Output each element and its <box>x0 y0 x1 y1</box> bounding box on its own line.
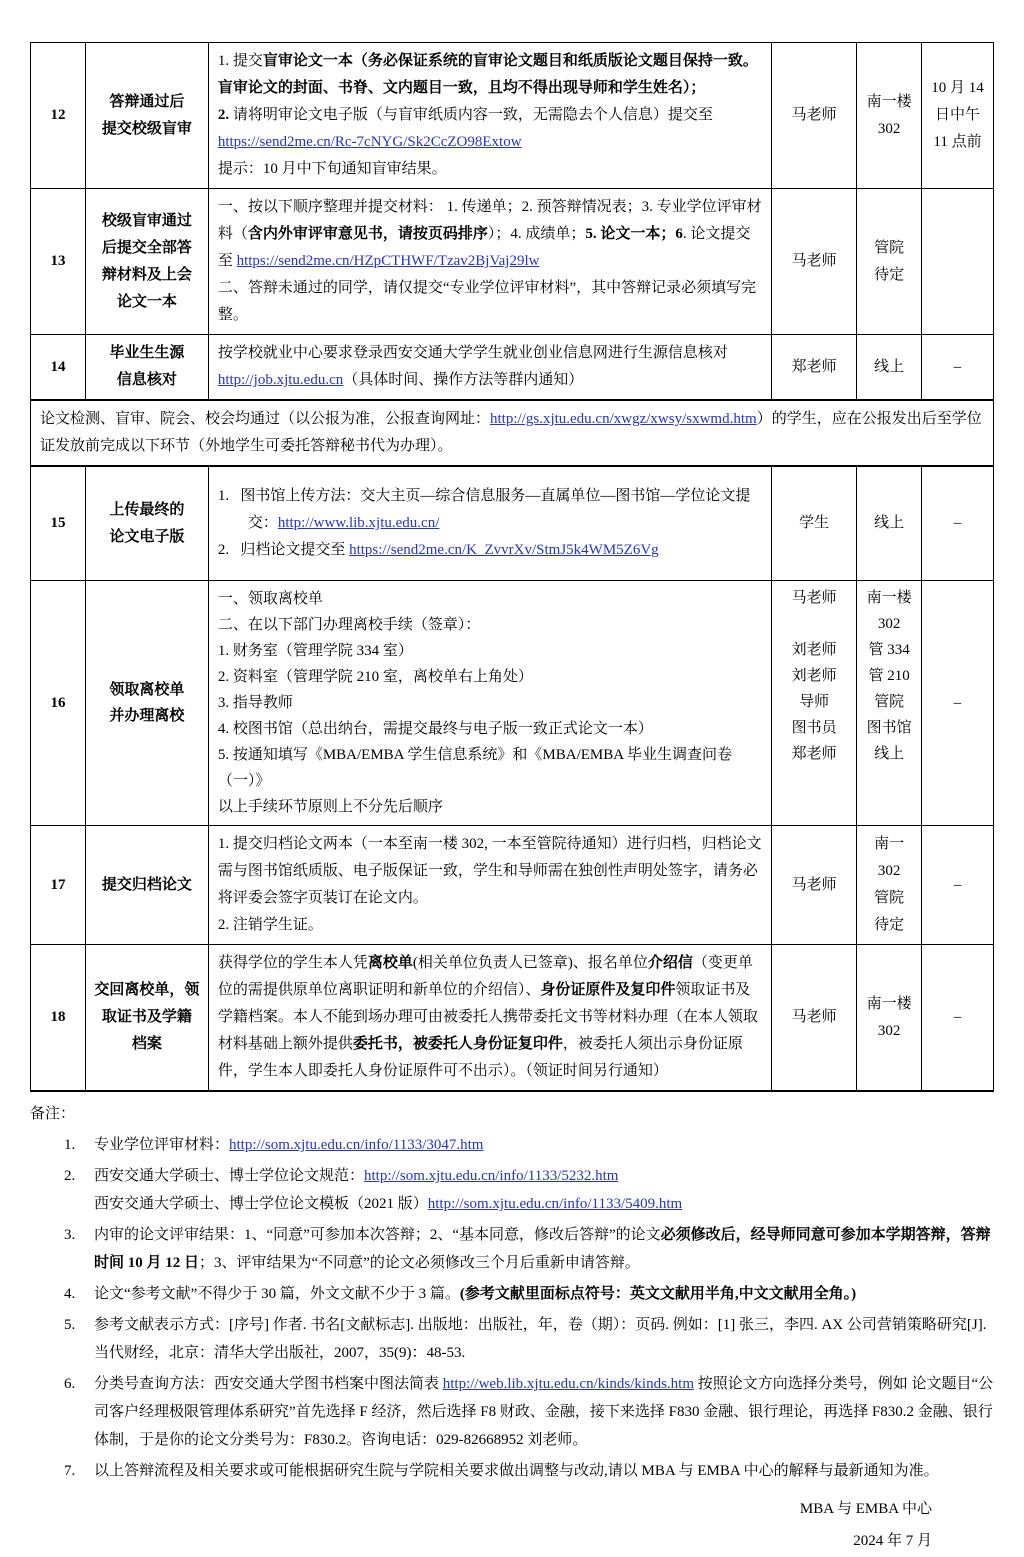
text-line: 论文一本 <box>116 293 177 310</box>
note-text <box>94 1221 994 1277</box>
table-row <box>31 467 994 581</box>
person-cell <box>772 945 857 1090</box>
text-segment: (参考文献里面标点符号：英文文献用半角,中文文献用全角。) <box>459 1286 857 1302</box>
place-cell <box>857 826 922 944</box>
hyperlink[interactable]: http://www.lib.xjtu.edu.cn/ <box>277 515 440 531</box>
text-segment: 提示：10 月中下旬通知盲审结果。 <box>217 161 447 177</box>
hyperlink[interactable]: http://som.xjtu.edu.cn/info/1133/5232.htm <box>364 1168 619 1184</box>
text-segment: 参考文献表示方式：[序号] 作者. 书名[文献标志]. 出版地：出版社，年，卷（期）：页码. 例如：[1] 张三，李四. AX 公司营销策略研究[J]. 当代财经，北京：清华大学出版社，2007，35(9)：48-53. <box>94 1317 987 1361</box>
text-line: 马老师 <box>791 876 837 893</box>
text-line <box>218 156 762 183</box>
text-segment: . 论文提交至 <box>217 226 751 269</box>
text-line <box>218 102 762 129</box>
text-segment: 1. 提交归档论文两本（一本至南一楼 302, 一本至管院待通知）进行归档，归档论文需与图书馆纸质版、电子版保证一致，学生和导师需在独创性声明处签字，请务必将评委会签字页装订在论文内。 <box>217 836 762 906</box>
text-line: 导师 <box>799 694 830 710</box>
row-number: 18 <box>31 945 86 1090</box>
notice-row <box>31 401 994 467</box>
text-line: 郑老师 <box>791 746 837 762</box>
note-item <box>30 1221 994 1277</box>
text-line <box>218 742 762 794</box>
text-segment: 1. 财务室（管理学院 334 室） <box>217 643 413 659</box>
text-line <box>218 48 762 102</box>
text-line: 马老师 <box>791 1009 837 1025</box>
text-line: – <box>953 1009 962 1025</box>
text-line <box>218 129 762 156</box>
note-number: 1. <box>64 1137 76 1153</box>
text-segment: 委托书，被委托人身份证复印件 <box>352 1036 563 1052</box>
text-line: 校级盲审通过 <box>101 212 192 229</box>
text-segment: ，被委托人须出示身份证原件，学生本人即委托人身份证原件可不出示）。（领证时间另行通知） <box>217 1036 743 1079</box>
text-line <box>218 275 762 329</box>
text-line: 后提交全部答 <box>101 239 192 256</box>
row-number: 16 <box>31 581 86 825</box>
row-number: 15 <box>31 467 86 580</box>
hyperlink[interactable]: http://som.xjtu.edu.cn/info/1133/3047.htm <box>229 1137 484 1153</box>
text-segment: 一、领取离校单 <box>217 591 323 607</box>
text-line: 领取离校单 <box>109 682 185 698</box>
note-item <box>30 1457 994 1485</box>
text-segment: ）的学生，应在公报发出后至学位证发放前完成以下环节（外地学生可委托答辩秘书代为办理）。 <box>40 411 982 454</box>
note-item <box>30 1131 994 1159</box>
text-line: 郑老师 <box>791 358 837 375</box>
text-segment: 1. 提交 <box>217 53 263 69</box>
text-segment: 离校单 <box>367 955 413 971</box>
text-line <box>218 690 762 716</box>
text-segment: （变更单位的需提供原单位离职证明和新单位的介绍信）、 <box>217 955 753 998</box>
text-line: 南一楼 <box>866 590 912 606</box>
note-text <box>94 1162 994 1218</box>
text-line: 信息核对 <box>116 372 177 388</box>
place-cell <box>857 189 922 334</box>
text-line: 南一楼 <box>866 93 912 110</box>
text-segment: 盲审论文一本（务必保证系统的盲审论文题目和纸质版论文题目保持一致。盲审论文的封面、书脊、文内题目一致，且均不得出现导师和学生姓名）； <box>217 53 758 96</box>
text-line: 取证书及学籍 <box>101 1009 192 1025</box>
text-line: 待定 <box>874 266 905 283</box>
text-line: 管院 <box>874 890 905 906</box>
footer <box>30 1493 994 1557</box>
step-content <box>209 43 772 188</box>
text-line: 马老师 <box>791 253 837 269</box>
person-cell <box>772 189 857 334</box>
text-segment: 获得学位的学生本人凭 <box>217 955 368 971</box>
time-cell <box>922 189 994 334</box>
text-segment: (相关单位负责人已签章)、报名单位 <box>412 955 648 971</box>
text-line <box>218 367 762 394</box>
text-line: 并办理离校 <box>109 708 185 724</box>
text-segment: 2. 资料室（管理学院 210 室，离校单右上角处） <box>217 669 533 685</box>
text-line: 302 <box>877 1022 901 1039</box>
hyperlink[interactable]: http://gs.xjtu.edu.cn/xwgz/xwsy/sxwmd.htm <box>490 411 757 427</box>
text-segment: 4. 校图书馆（总出纳台，需提交最终与电子版一致正式论文一本） <box>217 721 653 737</box>
text-segment: 1. 图书馆上传方法：交大主页—综合信息服务—直属单位—图书馆—学位论文提交： <box>217 488 751 531</box>
hyperlink[interactable]: http://som.xjtu.edu.cn/info/1133/5409.htm <box>427 1196 683 1212</box>
text-segment: 介绍信 <box>647 955 693 971</box>
note-text <box>94 1457 994 1485</box>
step-content <box>209 189 772 334</box>
person-cell <box>772 581 857 825</box>
text-line: 管院 <box>874 694 905 710</box>
text-segment: 5. 论文一本；6 <box>585 226 683 242</box>
text-line: 图书馆 <box>866 720 912 736</box>
text-line: – <box>953 695 962 711</box>
text-line <box>218 483 762 537</box>
text-segment: 必须修改后，经导师同意可参加本学期答辩，答辩时间 10 月 12 日 <box>94 1227 991 1271</box>
person-cell <box>772 335 857 399</box>
text-line: 刘老师 <box>791 668 837 684</box>
text-line: 答辩通过后 <box>109 93 185 110</box>
note-text <box>94 1280 994 1308</box>
person-cell <box>772 43 857 188</box>
text-line: 辩材料及上会 <box>101 266 192 283</box>
table-row <box>31 826 994 945</box>
text-line: 302 <box>877 120 901 137</box>
text-segment: 论文“参考文献”不得少于 30 篇，外文文献不少于 3 篇。 <box>94 1286 460 1302</box>
text-segment: 5. 按通知填写《MBA/EMBA 学生信息系统》和《MBA/EMBA 毕业生调查问卷（一）》 <box>217 747 733 789</box>
note-number: 7. <box>64 1463 76 1479</box>
hyperlink[interactable]: https://send2me.cn/HZpCTHWF/Tzav2BjVaj29lw <box>236 253 540 269</box>
table-row <box>31 335 994 401</box>
text-line: 刘老师 <box>791 642 837 658</box>
note-item <box>30 1370 994 1454</box>
text-line <box>812 611 816 637</box>
text-segment: ）；4. 成绩单； <box>487 226 586 242</box>
text-line: 线上 <box>874 515 905 531</box>
text-line <box>218 638 762 664</box>
text-line: 11 点前 <box>933 134 982 150</box>
text-line <box>40 406 984 460</box>
text-line <box>218 912 762 939</box>
row-number: 13 <box>31 189 86 334</box>
text-line <box>94 1280 994 1308</box>
text-line: 线上 <box>874 358 905 375</box>
text-line: 档案 <box>131 1036 162 1052</box>
table-row <box>31 43 994 189</box>
text-line <box>94 1221 994 1277</box>
text-segment: 请将明审论文电子版（与盲审纸质内容一致，无需隐去个人信息）提交至 <box>232 107 713 123</box>
text-line: 南一楼 <box>866 995 912 1012</box>
text-segment: 分类号查询方法：西安交通大学图书档案中图法简表 <box>94 1376 443 1392</box>
text-line <box>218 831 762 912</box>
note-text <box>94 1370 994 1454</box>
step-name <box>86 467 209 580</box>
table-row <box>31 189 994 335</box>
text-line: 302 <box>877 863 901 879</box>
text-line: 管 334 <box>868 642 910 658</box>
person-cell <box>772 826 857 944</box>
text-line <box>94 1457 994 1485</box>
text-segment: 2. 归档论文提交至 <box>217 542 350 558</box>
note-number: 4. <box>64 1286 76 1302</box>
text-segment: 身份证原件及复印件 <box>540 982 676 998</box>
place-cell <box>857 43 922 188</box>
text-line: – <box>953 515 962 531</box>
hyperlink[interactable]: http://web.lib.xjtu.edu.cn/kinds/kinds.htm <box>442 1376 695 1392</box>
text-line: 马老师 <box>791 590 837 606</box>
table-row <box>31 945 994 1092</box>
text-line: 马老师 <box>791 107 837 123</box>
time-cell <box>922 826 994 944</box>
text-line: 管 210 <box>868 668 910 684</box>
place-cell <box>857 581 922 825</box>
text-line <box>218 340 762 367</box>
text-line <box>94 1370 994 1454</box>
step-name <box>86 189 209 334</box>
text-segment: 按照论文方向选择分类号，例如 论文题目“公司客户经理极限管理体系研究”首先选择 F 经济，然后选择 F8 财政、金融，接下来选择 F830 金融、银行理论，再选择 F830.2 金融、银行体制，于是你的论文分类号为：F830.2。咨询电话：029-82668952 刘老师。 <box>94 1376 994 1448</box>
text-line: 管院 <box>874 239 905 256</box>
text-line <box>218 794 762 820</box>
procedure-table <box>30 42 994 1092</box>
time-cell <box>922 945 994 1090</box>
step-content <box>209 826 772 944</box>
text-line: 日中午 <box>935 107 981 123</box>
text-line <box>218 612 762 638</box>
note-item <box>30 1162 994 1218</box>
note-text <box>94 1131 994 1159</box>
text-line: 待定 <box>874 917 905 933</box>
step-name <box>86 335 209 399</box>
text-segment: ；3、评审结果为“不同意”的论文必须修改三个月后重新申请答辩。 <box>199 1255 640 1271</box>
note-text <box>94 1311 994 1367</box>
row-number: 17 <box>31 826 86 944</box>
text-line <box>956 248 960 275</box>
text-line <box>218 664 762 690</box>
text-segment: 二、答辩未通过的同学，请仅提交“专业学位评审材料”，其中答辩记录必须填写完整。 <box>217 280 757 323</box>
person-cell <box>772 467 857 580</box>
text-segment: 按学校就业中心要求登录西安交通大学学生就业创业信息网进行生源信息核对 <box>217 345 728 361</box>
text-line: 线上 <box>874 746 905 762</box>
place-cell <box>857 945 922 1090</box>
footer-org: MBA 与 EMBA 中心 <box>799 1501 932 1517</box>
step-name <box>86 945 209 1090</box>
text-line: 提交校级盲审 <box>101 120 192 137</box>
text-line <box>218 194 762 275</box>
text-line: 南一 <box>874 836 905 852</box>
place-cell <box>857 467 922 580</box>
text-segment: 含内外审评审意见书，请按页码排序 <box>247 226 488 242</box>
text-line: 10 月 14 <box>931 80 984 96</box>
text-segment: 论文检测、盲审、院会、校会均通过（以公报为准，公报查询网址： <box>40 411 491 427</box>
note-number: 2. <box>64 1168 76 1184</box>
text-line <box>218 716 762 742</box>
text-line: 学生 <box>799 515 830 531</box>
text-segment: 内审的论文评审结果：1、“同意”可参加本次答辩；2、“基本同意，修改后答辩”的论文 <box>94 1227 661 1243</box>
time-cell <box>922 335 994 399</box>
hyperlink[interactable]: https://send2me.cn/K_ZvvrXv/StmJ5k4WM5Z6Vg <box>349 542 659 558</box>
step-name <box>86 43 209 188</box>
text-segment: 一、按以下顺序整理并提交材料： 1. 传递单；2. 预答辩情况表；3. 专业学位评审材料（ <box>217 199 762 242</box>
hyperlink[interactable]: https://send2me.cn/Rc-7cNYG/Sk2CcZO98Extow <box>217 134 522 150</box>
text-segment: 西安交通大学硕士、博士学位论文模板（2021 版） <box>94 1196 428 1212</box>
text-line <box>94 1190 994 1218</box>
notes-title: 备注： <box>30 1106 76 1122</box>
row-number: 14 <box>31 335 86 399</box>
text-segment: 2. <box>217 107 233 123</box>
text-line <box>218 537 762 564</box>
step-content <box>209 581 772 825</box>
text-segment: 2. 注销学生证。 <box>217 917 323 933</box>
hyperlink[interactable]: http://job.xjtu.edu.cn <box>217 372 344 388</box>
time-cell <box>922 467 994 580</box>
row-number: 12 <box>31 43 86 188</box>
text-segment: （具体时间、操作方法等群内通知） <box>343 372 584 388</box>
text-line <box>94 1162 994 1190</box>
time-cell <box>922 581 994 825</box>
text-line: – <box>953 876 962 893</box>
text-line <box>218 950 762 1085</box>
text-line: 交回离校单，领 <box>94 982 200 998</box>
step-content <box>209 945 772 1090</box>
step-name <box>86 826 209 944</box>
text-line: 上传最终的 <box>109 501 185 518</box>
step-content <box>209 335 772 399</box>
notes-section <box>30 1101 994 1485</box>
note-number: 5. <box>64 1317 76 1333</box>
step-name <box>86 581 209 825</box>
text-line: 图书员 <box>791 720 837 736</box>
text-line: 论文电子版 <box>109 528 185 545</box>
text-segment: 以上答辩流程及相关要求或可能根据研究生院与学院相关要求做出调整与改动,请以 MBA 与 EMBA 中心的解释与最新通知为准。 <box>94 1463 939 1479</box>
time-cell <box>922 43 994 188</box>
text-line: 302 <box>877 616 901 632</box>
text-segment: 西安交通大学硕士、博士学位论文规范： <box>94 1168 365 1184</box>
table-row <box>31 581 994 826</box>
note-number: 3. <box>64 1227 76 1243</box>
text-line <box>94 1311 994 1367</box>
text-line <box>94 1131 994 1159</box>
footer-date: 2024 年 7 月 <box>853 1533 932 1549</box>
text-segment: 专业学位评审材料： <box>94 1137 230 1153</box>
note-item <box>30 1280 994 1308</box>
text-segment: 领取证书及学籍档案。本人不能到场办理可由被委托人携带委托文书等材料办理（在本人领取材料基础上额外提供 <box>217 982 758 1052</box>
place-cell <box>857 335 922 399</box>
note-number: 6. <box>64 1376 76 1392</box>
text-line <box>218 586 762 612</box>
text-line: – <box>953 358 962 375</box>
text-segment: 二、在以下部门办理离校手续（签章）： <box>217 617 481 633</box>
text-segment: 以上手续环节原则上不分先后顺序 <box>217 799 443 815</box>
note-item <box>30 1311 994 1367</box>
text-segment: 3. 指导教师 <box>217 695 293 711</box>
text-line: 毕业生生源 <box>109 345 185 361</box>
text-line: 提交归档论文 <box>101 876 192 893</box>
notice-text <box>31 401 994 465</box>
step-content <box>209 467 772 580</box>
